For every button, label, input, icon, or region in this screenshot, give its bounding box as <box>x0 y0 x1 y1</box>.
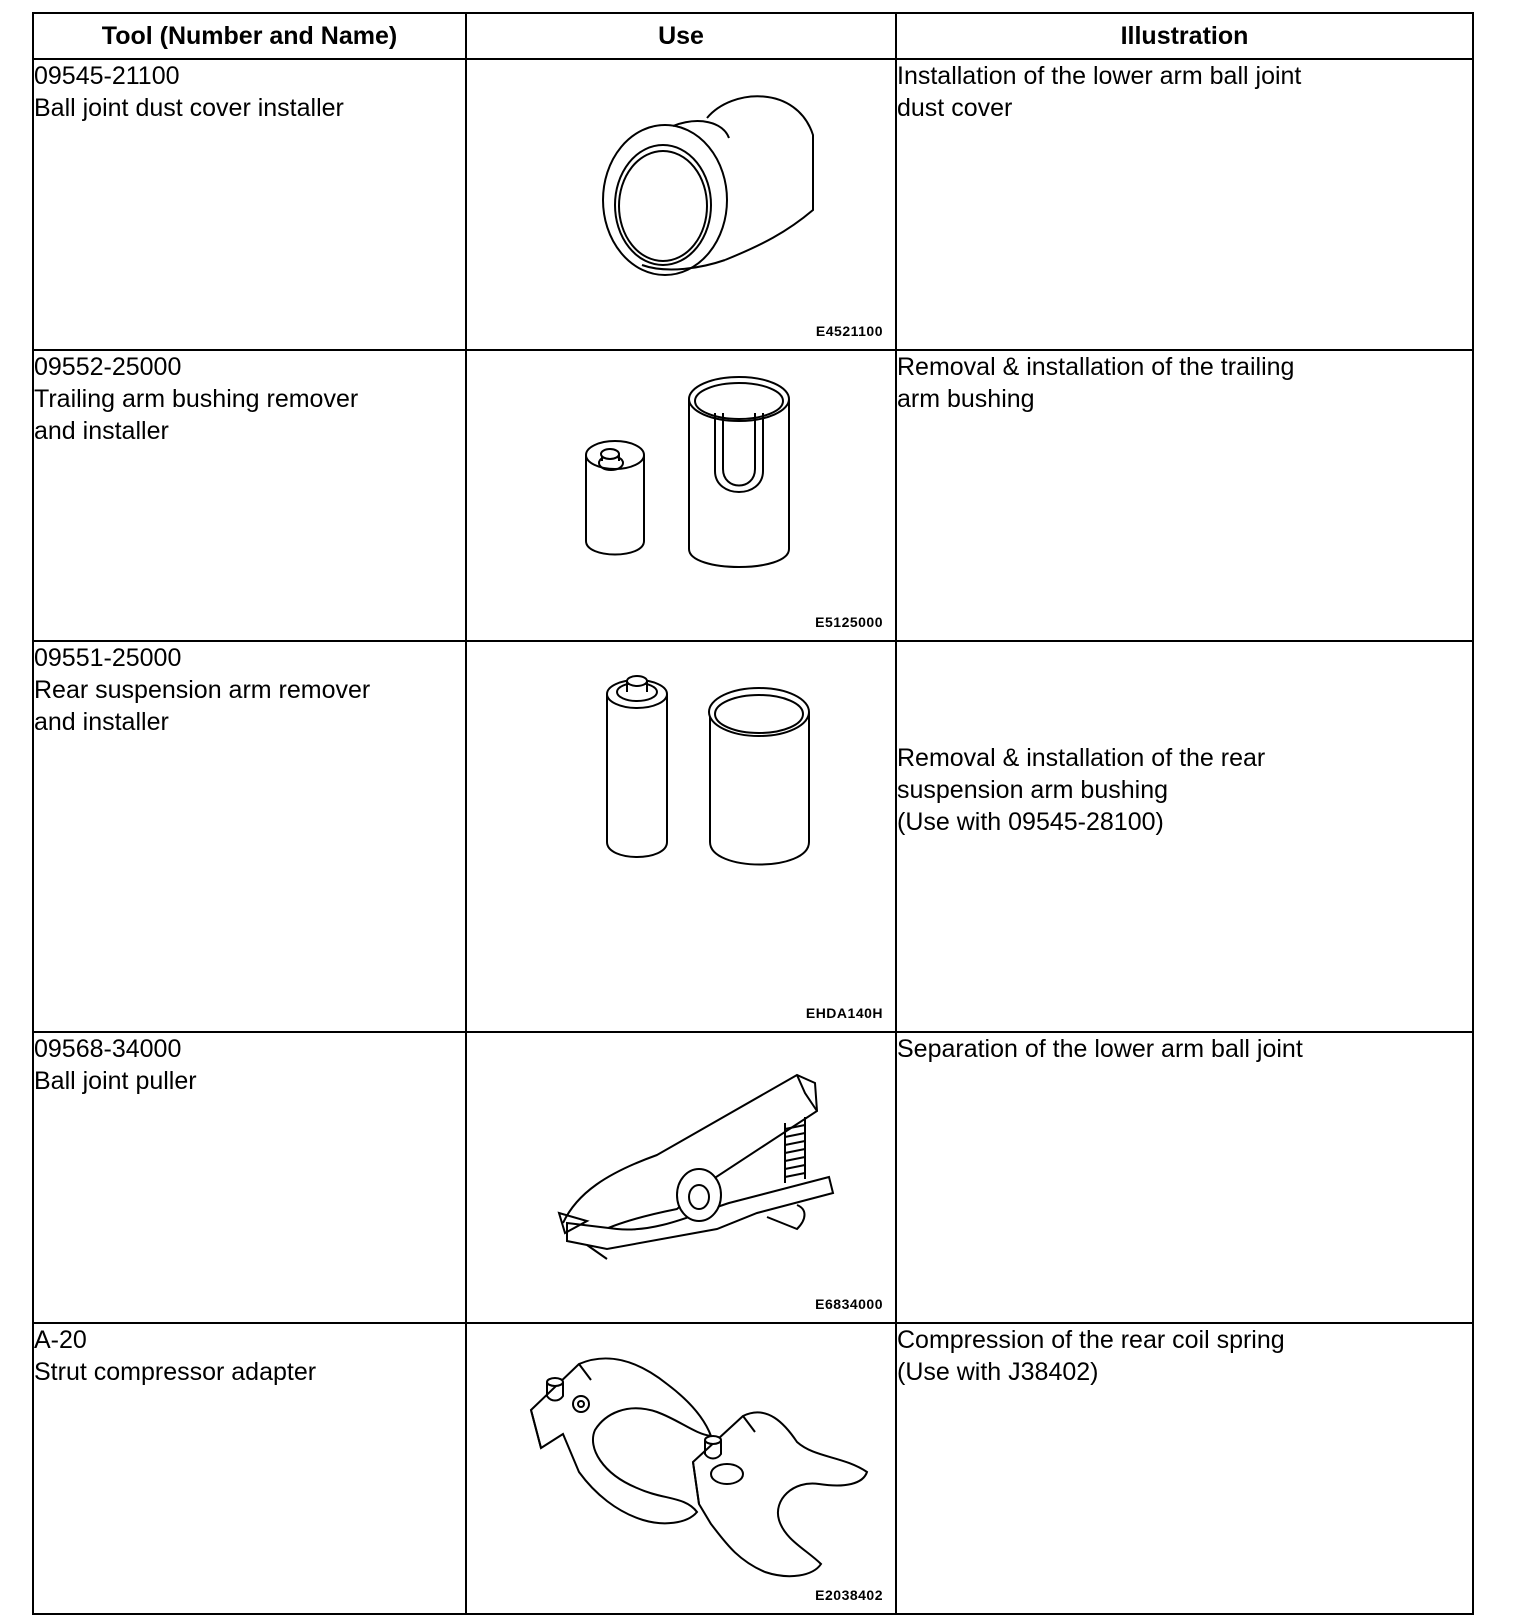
tool-image-cell <box>466 1032 896 1323</box>
table-row <box>33 1032 1473 1323</box>
tool-cell <box>33 59 466 350</box>
table-row <box>33 350 1473 641</box>
tool-description: Removal & installation of the rear suspension arm bushing (Use with 09545-28100) <box>896 641 1473 1032</box>
image-code: E6834000 <box>815 1296 883 1312</box>
image-code: EHDA140H <box>805 1005 883 1021</box>
ball-joint-puller-icon <box>467 1033 897 1322</box>
tool-name: Ball joint dust cover installer <box>34 94 344 122</box>
tool-number: A-20 <box>34 1326 87 1354</box>
tool-name: Strut compressor adapter <box>34 1358 317 1386</box>
header-illustration: Illustration <box>896 13 1473 59</box>
tool-description: Installation of the lower arm ball joint dust cover <box>896 59 1473 350</box>
bushing-remover-icon <box>467 351 897 640</box>
special-tools-table <box>32 12 1474 1615</box>
strut-compressor-adapter-icon <box>467 1324 897 1613</box>
table-row <box>33 1323 1473 1614</box>
tool-number: 09551-25000 <box>34 644 182 672</box>
tool-description: Compression of the rear coil spring (Use with J38402) <box>896 1323 1473 1614</box>
tool-cell <box>33 1032 466 1323</box>
tool-image-cell <box>466 1323 896 1614</box>
tool-image-cell <box>466 59 896 350</box>
header-row <box>33 13 1473 59</box>
tool-image-cell <box>466 641 896 1032</box>
tool-image-cell <box>466 350 896 641</box>
tool-name: Rear suspension arm remover and installer <box>34 676 371 736</box>
tool-number: 09545-21100 <box>34 62 180 90</box>
image-code: E5125000 <box>815 614 883 630</box>
header-tool: Tool (Number and Name) <box>33 13 466 59</box>
tool-description: Separation of the lower arm ball joint <box>896 1032 1473 1323</box>
tool-cell <box>33 1323 466 1614</box>
tool-cell <box>33 641 466 1032</box>
image-code: E4521100 <box>815 323 883 339</box>
header-use: Use <box>466 13 896 59</box>
tool-number: 09552-25000 <box>34 353 182 381</box>
image-code: E2038402 <box>815 1587 883 1603</box>
tool-number: 09568-34000 <box>34 1035 182 1063</box>
tool-name: Ball joint puller <box>34 1067 197 1095</box>
tool-cell <box>33 350 466 641</box>
suspension-arm-remover-icon <box>467 642 897 931</box>
tool-name: Trailing arm bushing remover and installer <box>34 385 359 445</box>
table-row <box>33 59 1473 350</box>
tool-description: Removal & installation of the trailing arm bushing <box>896 350 1473 641</box>
dust-cover-installer-icon <box>467 60 897 349</box>
table-row <box>33 641 1473 1032</box>
special-tools-sheet <box>32 12 1472 1615</box>
